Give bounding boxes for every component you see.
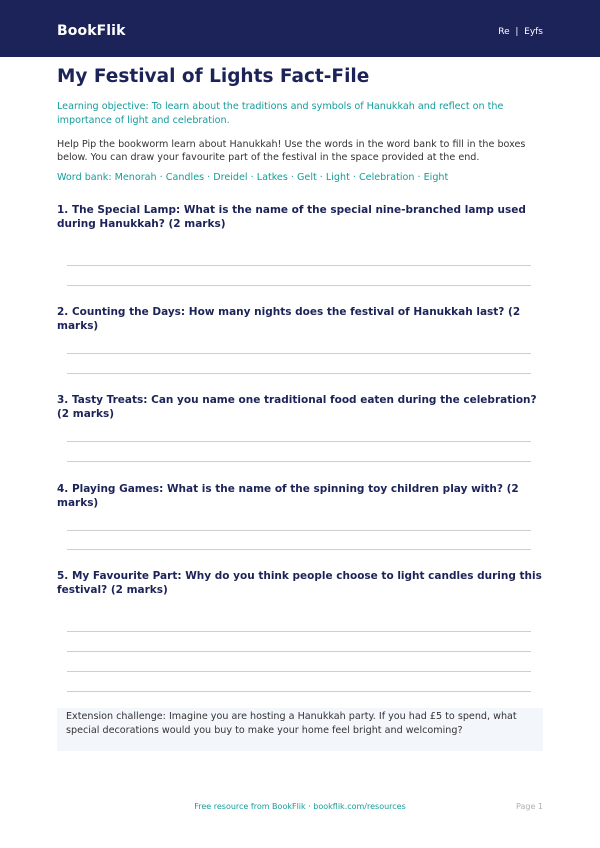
answer-line[interactable] xyxy=(67,461,531,462)
answer-line[interactable] xyxy=(67,373,531,374)
answer-line[interactable] xyxy=(67,441,531,442)
answer-line[interactable] xyxy=(67,265,531,266)
question-4: 4. Playing Games: What is the name of the spinning toy children play with? (2 marks) xyxy=(57,483,519,509)
instructions: Help Pip the bookworm learn about Hanukkah! Use the words in the word bank to fill in the boxes below. You can draw your favourite part of the festival in the space provided at the end. xyxy=(57,139,526,163)
answer-line[interactable] xyxy=(67,353,531,354)
extension-challenge-box xyxy=(57,708,543,751)
page-number: Page 1 xyxy=(516,802,543,811)
brand-logo[interactable]: BookFlik xyxy=(57,23,126,39)
answer-line[interactable] xyxy=(67,549,531,550)
answer-line[interactable] xyxy=(67,285,531,286)
extension-challenge-text: Extension challenge: Imagine you are hosting a Hanukkah party. If you had £5 to spend, what special decorations would you buy to make your home feel bright and welcoming? xyxy=(66,711,517,736)
page-title: My Festival of Lights Fact-File xyxy=(57,66,370,87)
question-2: 2. Counting the Days: How many nights does the festival of Hanukkah last? (2 marks) xyxy=(57,306,521,332)
answer-line[interactable] xyxy=(67,671,531,672)
header-subject-tag: Re | Eyfs xyxy=(498,27,543,37)
answer-line[interactable] xyxy=(67,530,531,531)
question-3: 3. Tasty Treats: Can you name one traditional food eaten during the celebration? (2 marks) xyxy=(57,394,537,420)
learning-objective: Learning objective: To learn about the traditions and symbols of Hanukkah and reflect on the importance of light and celebration. xyxy=(57,101,504,126)
question-5: 5. My Favourite Part: Why do you think people choose to light candles during this festival? (2 marks) xyxy=(57,570,542,596)
answer-line[interactable] xyxy=(67,631,531,632)
question-1: 1. The Special Lamp: What is the name of the special nine-branched lamp used during Hanukkah? (2 marks) xyxy=(57,204,526,230)
footer-credit[interactable]: Free resource from BookFlik · bookflik.com/resources xyxy=(194,802,406,811)
word-bank: Word bank: Menorah · Candles · Dreidel · Latkes · Gelt · Light · Celebration · Eight xyxy=(57,172,449,183)
answer-line[interactable] xyxy=(67,691,531,692)
header-bar xyxy=(0,0,600,57)
answer-line[interactable] xyxy=(67,651,531,652)
